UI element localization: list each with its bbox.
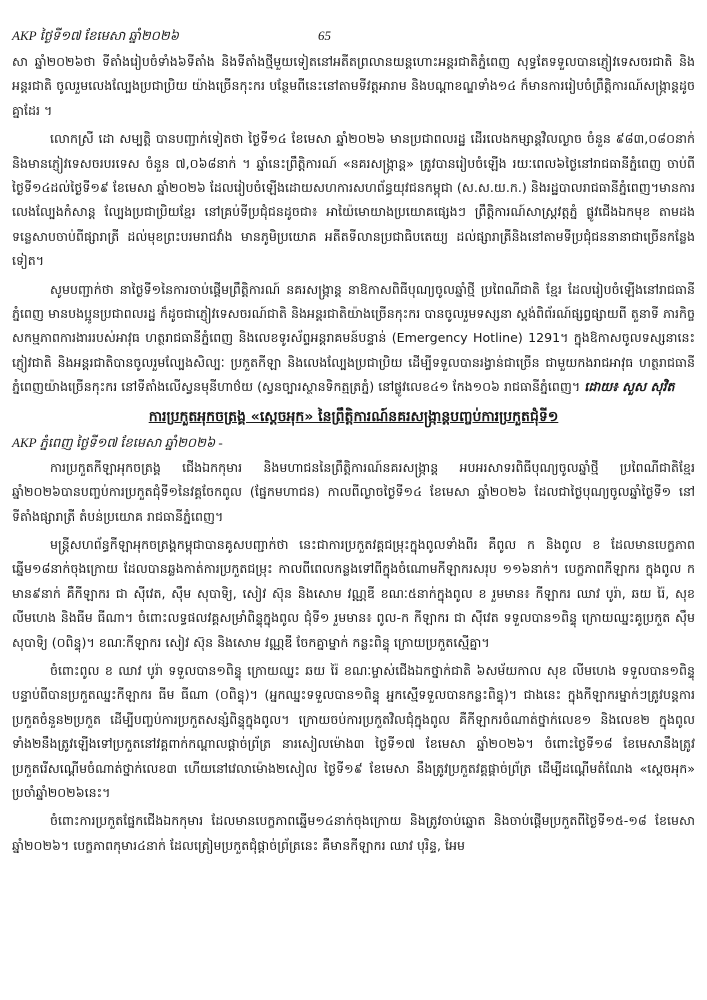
header-date: AKP ថ្ងៃទី១៧ ខែមេសា ឆ្នាំ២០២៦ (12, 28, 179, 43)
article-dateline: AKP ភ្នំពេញ ថ្ងៃទី១៧ ខែមេសា ឆ្នាំ២០២៦ - (12, 434, 223, 450)
story1-paragraph-1: សា ឆ្នាំ២០២៦ថា ទីតាំងរៀបចំទាំង៦ទីតាំង និងទីតាំងថ្មីមួយទៀតនៅអតីតព្រលានយន្តហោះអន្តរជាតិភ្នំពេញ សុទ្ធតែទទួលបានភ្ញៀវទេសចរជាតិ និងអន្តរជាតិ ចូលរួមលេងល្បែងប្រជាប្រិយ យ៉ាងច្រើនកុះករ បន្ថែមពីនេះនៅតាមទីវត្តអារាម និងបណ្តាខណ្ឌទាំង១៤ ក៏មានការរៀបចំព្រឹត្តិការណ៍សង្ក្រាន្តដូចគ្នាដែរ ។ (12, 54, 695, 118)
story1-paragraph-3-text: សូមបញ្ជាក់ថា នាថ្ងៃទី១នៃការចាប់ផ្តើមព្រឹត្តិការណ៍ នគរសង្ក្រាន្ត នាឱកាសពិធីបុណ្យចូលឆ្នាំថ្មី ប្រពៃណីជាតិ ខ្មែរ ដែលរៀបចំឡើងនៅរាជធានីភ្នំពេញ មានបងប្អូនប្រជាពលរដ្ឋ ក៏ដូចជាភ្ញៀវទេសចរណ៍ជាតិ និងអន្តរជាតិយ៉ាងច្រើនកុះករ បានចូលរួមទស្សនា ស្តង់ពិព័រណ៍ផ្សព្វផ្សាយពី តួនាទី ភារកិច្ច សកម្មភាពការងាររបស់អាវុធ ហត្ថរាជធានីភ្នំពេញ និងលេខទូរស័ព្ទអន្តរាគមន៍បន្ទាន់ (Emergency Hotline) 1291។ ក្នុងឱកាសចូលទស្សនានេះ ភ្ញៀវជាតិ និងអន្តរជាតិបានចូលរួមល្បែងសិល្បៈ ប្រកួតកីឡា និងលេងល្បែងប្រជាប្រិយ ដើម្បីទទួលបានរង្វាន់ជាច្រើន ជាមួយកងរាជអាវុធ ហត្ថរាជធានីភ្នំពេញយ៉ាងច្រើនកុះករ នៅទីតាំងលើស្វនមុនីហាថ៌យ (ស្វនច្បារស្ថានទិកត្មត្រភ្នំ) នៅផ្លូវលេខ៤១ កែង១០៦ រាជធានីភ្នំពេញ។ (12, 281, 695, 395)
story2-paragraph-3: ចំពោះពូល ខ ឈាវ បូរ៉ា ទទួលបាន១ពិន្ទុ ក្រោយឈ្នះ ឆយ រ៉ៃ ខណៈម្ចាស់ជើងឯកថ្នាក់ជាតិ ៦សម័យកាល សុខ លីមហេង ទទួលបាន១ពិន្ទុ បន្ទាប់ពីបានប្រកួតឈ្នះកីឡាករ ធីម ធីណា (០ពិន្ទុ)។ (អ្នកឈ្នះទទួលបាន១ពិន្ទុ អ្នកស្មើទទួលបានកន្លះពិន្ទុ)។ ជាងនេះ ក្នុងកីឡាករម្នាក់ៗត្រូវបន្តការប្រកួតចំនួន២ប្រកួត ដើម្បីបញ្ចប់ការប្រកួតសន្សំពិន្ទុក្នុងពូល។ ក្រោយចប់ការប្រកួតវិលជុំក្នុងពូល គឺកីឡាករចំណាត់ថ្នាក់លេខ១ និងលេខ២ ក្នុងពូលទាំង២នឹងត្រូវឡើងទៅប្រកួតនៅវគ្គពាក់កណ្តាលផ្តាច់ព្រ័ត្រ នារសៀលម៉ោង៣ ថ្ងៃទី១៧ ខែមេសា ឆ្នាំ២០២៦។ ចំពោះថ្ងៃទី១៨ ខែមេសានឹងត្រូវប្រកួតរើសណ្តើមចំណាត់ថ្នាក់លេខ៣ ហើយនៅវេលាម៉ោង២សៀល ថ្ងៃទី១៩ ខែមេសា នឹងត្រូវប្រកួតវគ្គផ្តាច់ព្រ័ត្រ ដើម្បីដណ្តើមតំណែង «ស្តេចអុក» ប្រចាំឆ្នាំ២០២៦នេះ។ (12, 662, 695, 800)
story2-paragraph-1: ការប្រកួតកីឡាអុកចត្រង្គ ជើងឯកកុមារ និងមហាជននៃព្រឹត្តិការណ៍នគរសង្ក្រាន្ត អបអរសាទរពិធីបុណ្យចូលឆ្នាំថ្មី ប្រពៃណីជាតិខ្មែរ ឆ្នាំ២០២៦បានបញ្ចប់ការប្រកួតជុំទី១នៃវគ្គចែកពូល (ផ្នែកមហាជន) កាលពីល្ងាចថ្ងៃទី១៤ ខែមេសា ឆ្នាំ២០២៦ ដែលជាថ្ងៃបុណ្យចូលឆ្នាំថ្ងៃទី១ នៅទីតាំងផ្សារាត្រី តំបន់ប្រយោគ រាជធានីភ្នំពេញ។ (12, 459, 695, 524)
story2-paragraph-2: មន្ត្រីសហព័ន្ធកីឡាអុកចត្រង្គកម្ពុជាបានគូសបញ្ជាក់ថា នេះជាការប្រកួតវគ្គជម្រុះក្នុងពូលទាំងពីរ គឺពូល ក និងពូល ខ ដែលមានបេក្ខភាពឆ្នើម១៨នាក់ចុងក្រោយ ដែលបានឆ្លងកាត់ការប្រកួតជម្រុះ កាលពីពេលកន្លងទៅពីក្នុងចំណោមកីឡាករសរុប ១១៦នាក់។ បេក្ខភាពកីឡាករ ក្នុងពូល ក មាន៩នាក់ គឺកីឡាករ ជា ស៊ីវេត, ស៊ឹម សុបាទិ្យ, សៀវ ស៊ុន និងសោម វណ្ណឌី ខណៈ៥នាក់ក្នុងពូល ខ រួមមាន៖ កីឡាករ ឈាវ បូរ៉ា, ឆយ រ៉ៃ, សុខ លីមហេង និងធីម ធីណា។ ចំពោះលទ្ធផលវគ្គសម្រាំពិន្ទុក្នុងពូល ជុំទី១ រួមមាន៖ ពូល-ក កីឡាករ ជា ស៊ីវេត ទទួលបាន១ពិន្ទុ ក្រោយឈ្នះគូប្រកួត ស៊ឹម សុបាទិ្យ (០ពិន្ទុ)។ ខណៈកីឡាករ សៀវ ស៊ុន និងសោម វណ្ណឌី ចែកគ្នាម្នាក់ កន្លះពិន្ទុ ក្រោយប្រកួតស្មើគ្នា។ (12, 536, 695, 650)
story1-paragraph-3 (12, 278, 695, 400)
page-header (12, 28, 695, 50)
page-number: 65 (318, 28, 331, 43)
story1-paragraph-2: លោកស្រី ដោ សម្បត្តិ បានបញ្ជាក់ទៀតថា ថ្ងៃទី១៤ ខែមេសា ឆ្នាំ២០២៦ មានប្រជាពលរដ្ឋ ដើរលេងកម្សាន្តវិលល្ងាច ចំនួន ៩៨៣,០៨០នាក់ និងមានភ្ញៀវទេសចរបរទេស ចំនួន ៧,០៦៨នាក់ ។ ឆ្នាំនេះព្រឹត្តិការណ៍ «នគរសង្ក្រាន្ត» ត្រូវបានរៀបចំឡើង រយៈពេល៦ថ្ងៃនៅរាជធានីភ្នំពេញ ចាប់ពីថ្ងៃទី១៤ដល់ថ្ងៃទី១៩ ខែមេសា ឆ្នាំ២០២៦ ដែលរៀបចំឡើងដោយសហការសហព័ន្ធយុវជនកម្ពុជា (ស.ស.យ.ក.) និងរដ្ឋបាលរាជធានីភ្នំពេញ។មានការលេងល្បែងកំសាន្ត ល្បែងប្រជាប្រិយខ្មែរ នៅគ្រប់ទីប្រជុំជនដូចជា៖ អាយ៉ៃមោយាងប្រយោគផ្សេងៗ ព្រឹត្តិការណ៍សាស្រ្តវត្តភ្នំ ផ្លូវជើងឯកមុខ តាមដងទន្លេសាបចាប់ពីផ្សារាត្រី ដល់មុខព្រះបរមរាជវាំង មានភូមិប្រយោគ អតីតទីលានប្រជាធិបតេយ្យ ដល់ផ្សារាត្រីនិងនៅតាមទីប្រជុំជននានាជាច្រើនកន្លែងទៀត។ (12, 131, 695, 269)
story2-paragraph-4: ចំពោះការប្រកួតផ្នែកជើងឯកកុមារ ដែលមានបេក្ខភាពឆ្នើម១៤នាក់ចុងក្រោយ និងត្រូវចាប់ឆ្នោត និងចាប់ផ្តើមប្រកួតពីថ្ងៃទី១៥-១៨ ខែមេសា ឆ្នាំ២០២៦។ បេក្ខភាពកុមារ៤នាក់ ដែលត្រៀមប្រកួតជុំផ្តាច់ព្រ័ត្រនេះ គឺមានកីឡាករ ឈាវ បុរិន្ទ, អែម (12, 813, 695, 853)
author-byline: ដោយ៖ សួស សុវិត (584, 379, 675, 395)
article-title: ការប្រកួតអុកចត្រង្គ «ស្តេចអុក» នៃព្រឹត្តិការណ៍នគរសង្ក្រាន្តបញ្ចប់ការប្រកួតជុំទី១ (148, 408, 559, 425)
